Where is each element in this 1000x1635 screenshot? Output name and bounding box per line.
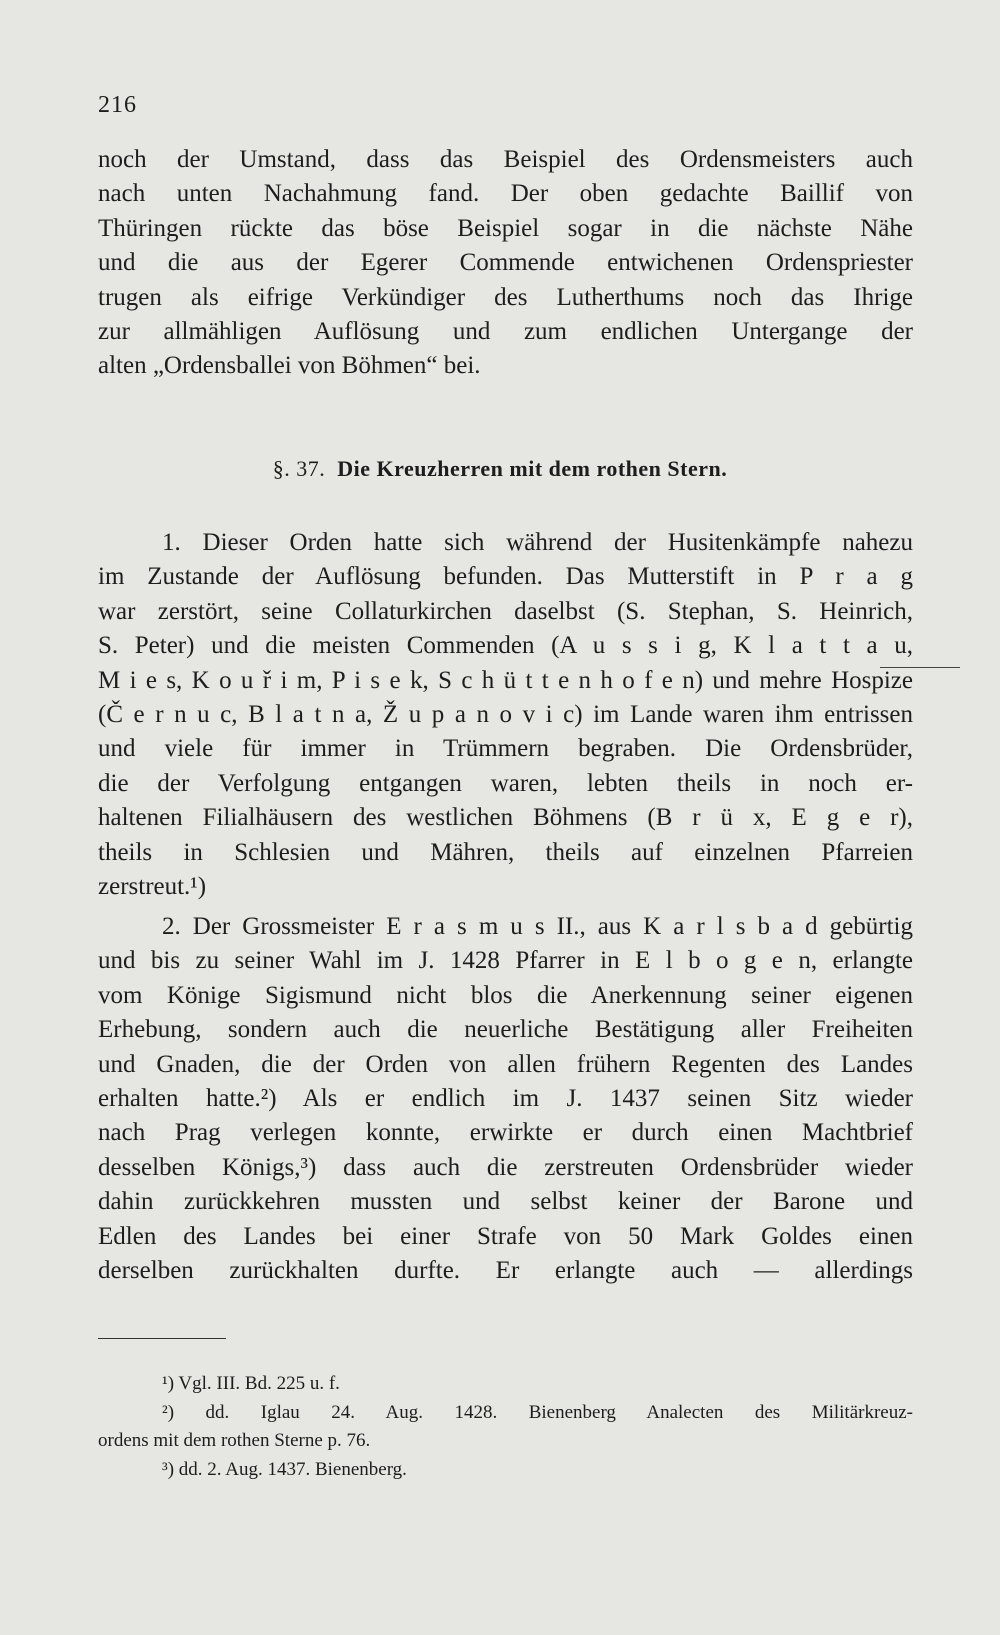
text-line: nach Prag verlegen konnte, erwirkte er durch einen Machtbrief <box>98 1119 913 1147</box>
text-line: und Gnaden, die der Orden von allen frühern Regenten des Landes <box>98 1050 913 1078</box>
text-line: erhalten hatte.²) Als er endlich im J. 1437 seinen Sitz wieder <box>98 1085 913 1113</box>
text-line: noch der Umstand, dass das Beispiel des Ordensmeisters auch <box>98 146 913 173</box>
text-line: 1. Dieser Orden hatte sich während der Husitenkämpfe nahezu <box>162 529 913 556</box>
margin-rule <box>880 667 960 668</box>
text-line: war zerstört, seine Collaturkirchen daselbst (S. Stephan, S. Heinrich, <box>98 597 913 625</box>
section-number: §. 37. <box>272 456 326 481</box>
paragraph-3 <box>98 910 913 1288</box>
text-line: zur allmähligen Auflösung und zum endlichen Untergange der <box>98 318 913 346</box>
text-line: haltenen Filialhäusern des westlichen Böhmens (B r ü x, E g e r), <box>98 804 913 832</box>
text-line: M i e s, K o u ř i m, P i s e k, S c h ü t t e n h o f e n) und mehre Hospize <box>98 666 913 694</box>
text-line: die der Verfolgung entgangen waren, lebten theils in noch er- <box>98 769 913 797</box>
footnote-2-continued: ordens mit dem rothen Sterne p. 76. <box>98 1430 371 1452</box>
paragraph-1 <box>98 143 913 384</box>
text-line: Erhebung, sondern auch die neuerliche Bestätigung aller Freiheiten <box>98 1016 913 1044</box>
footnote-divider <box>98 1338 226 1339</box>
page-number: 216 <box>98 92 137 118</box>
text-line: und bis zu seiner Wahl im J. 1428 Pfarrer in E l b o g e n, erlangte <box>98 947 913 975</box>
text-line: zerstreut.¹) <box>98 873 207 901</box>
text-line: (Č e r n u c, B l a t n a, Ž u p a n o v i c) im Lande waren ihm entrissen <box>98 701 913 729</box>
footnotes <box>98 1370 913 1484</box>
text-line: dahin zurückkehren mussten und selbst keiner der Barone und <box>98 1188 913 1216</box>
footnote-3: ³) dd. 2. Aug. 1437. Bienenberg. <box>162 1458 407 1480</box>
section-title: Die Kreuzherren mit dem rothen Stern. <box>337 456 728 481</box>
text-line: theils in Schlesien und Mähren, theils auf einzelnen Pfarreien <box>98 838 913 866</box>
section-heading <box>0 456 1000 482</box>
footnote-2: ²) dd. Iglau 24. Aug. 1428. Bienenberg Analecten des Militärkreuz- <box>162 1401 913 1423</box>
text-line: trugen als eifrige Verkündiger des Lutherthums noch das Ihrige <box>98 283 913 311</box>
text-line: und viele für immer in Trümmern begraben. Die Ordensbrüder, <box>98 735 913 763</box>
paragraph-2 <box>98 526 913 904</box>
text-line: im Zustande der Auflösung befunden. Das Mutterstift in P r a g <box>98 563 913 591</box>
text-line: alten „Ordensballei von Böhmen“ bei. <box>98 352 481 380</box>
text-line: vom Könige Sigismund nicht blos die Anerkennung seiner eigenen <box>98 981 913 1009</box>
text-line: desselben Königs,³) dass auch die zerstreuten Ordensbrüder wieder <box>98 1153 913 1181</box>
text-line: und die aus der Egerer Commende entwichenen Ordenspriester <box>98 249 913 277</box>
text-line: derselben zurückhalten durfte. Er erlangte auch — allerdings <box>98 1257 913 1285</box>
text-line: 2. Der Grossmeister E r a s m u s II., aus K a r l s b a d gebürtig <box>162 913 913 940</box>
text-line: Thüringen rückte das böse Beispiel sogar in die nächste Nähe <box>98 214 913 242</box>
text-line: S. Peter) und die meisten Commenden (A u s s i g, K l a t t a u, <box>98 632 913 660</box>
text-line: nach unten Nachahmung fand. Der oben gedachte Baillif von <box>98 180 913 208</box>
text-line: Edlen des Landes bei einer Strafe von 50 Mark Goldes einen <box>98 1222 913 1250</box>
footnote-1: ¹) Vgl. III. Bd. 225 u. f. <box>162 1373 340 1394</box>
